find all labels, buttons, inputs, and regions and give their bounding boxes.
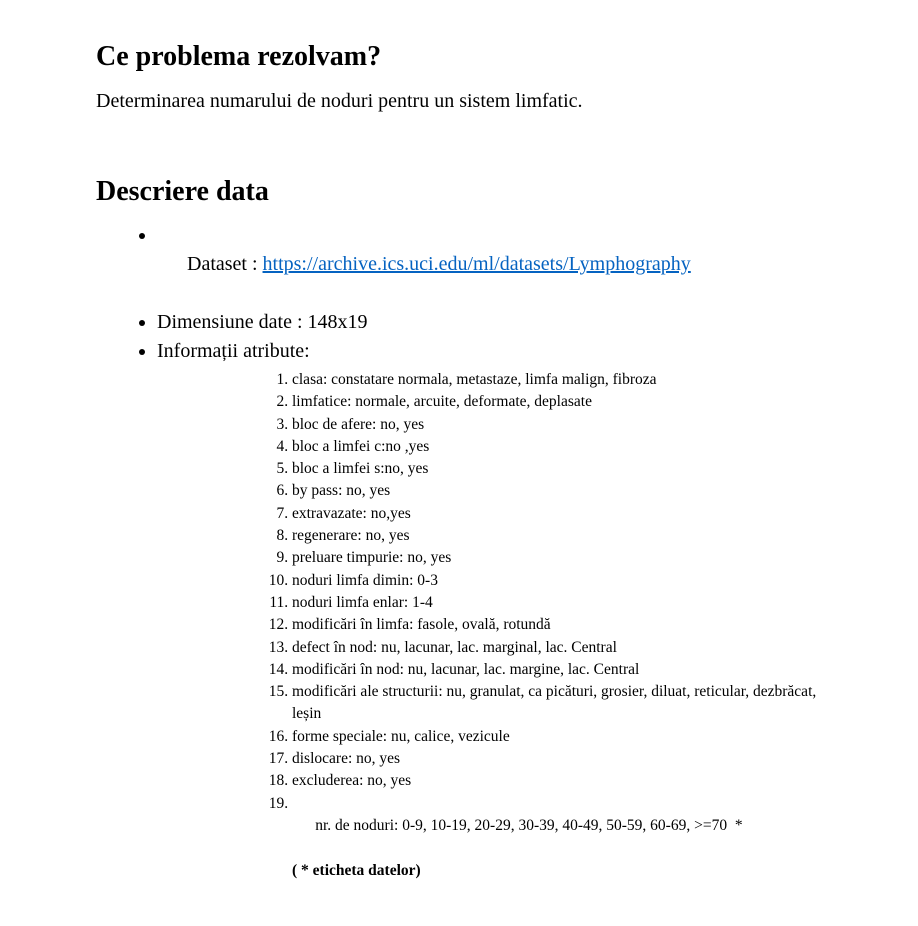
attribute-item: 15. modificări ale structurii: nu, granulat, ca picături, grosier, diluat, reticular, dezbrăcat, leșin	[292, 681, 829, 726]
page-title: Ce problema rezolvam?	[96, 41, 382, 72]
section-title: Descriere data	[96, 176, 269, 207]
attribute-item: 11. noduri limfa enlar: 1-4	[292, 592, 829, 614]
attribute-item: 2. limfatice: normale, arcuite, deformate, deplasate	[292, 391, 829, 413]
attributes-list	[96, 369, 829, 926]
attribute-item: 3. bloc de afere: no, yes	[292, 414, 829, 436]
attribute-item: 13. defect în nod: nu, lacunar, lac. marginal, lac. Central	[292, 637, 829, 659]
attribute-item: 14. modificări în nod: nu, lacunar, lac. margine, lac. Central	[292, 659, 829, 681]
dataset-bullet	[157, 221, 888, 308]
dimensions-bullet: • Dimensiune date : 148x19	[157, 308, 888, 337]
description-bullet-list	[96, 221, 888, 366]
attribute-item: 8. regenerare: no, yes	[292, 525, 829, 547]
attribute-item: 9. preluare timpurie: no, yes	[292, 547, 829, 569]
dataset-label: Dataset :	[187, 253, 263, 275]
intro-text: Determinarea numarului de noduri pentru un sistem limfatic.	[96, 90, 583, 112]
attribute-item: 1. clasa: constatare normala, metastaze, limfa malign, fibroza	[292, 369, 829, 391]
attribute-item: 7. extravazate: no,yes	[292, 503, 829, 525]
dataset-link[interactable]: https://archive.ics.uci.edu/ml/datasets/Lymphography	[262, 253, 691, 275]
attributes-heading-bullet: • Informații atribute:	[157, 337, 888, 366]
attribute-item: 5. bloc a limfei s:no, yes	[292, 458, 829, 480]
attribute-item: 10. noduri limfa dimin: 0-3	[292, 570, 829, 592]
attribute-item: 12. modificări în limfa: fasole, ovală, rotundă	[292, 614, 829, 636]
attribute-item: 4. bloc a limfei c:no ,yes	[292, 436, 829, 458]
attribute-item: 17. dislocare: no, yes	[292, 748, 829, 770]
attribute-item: 16. forme speciale: nu, calice, vezicule	[292, 726, 829, 748]
attribute-item: 6. by pass: no, yes	[292, 480, 829, 502]
attribute-item: 18. excluderea: no, yes	[292, 770, 829, 792]
attribute-item	[292, 793, 829, 926]
attribute-item-text: nr. de noduri: 0-9, 10-19, 20-29, 30-39, 40-49, 50-59, 60-69, >=70 *	[315, 816, 743, 834]
attributes-footnote: ( * eticheta datelor)	[292, 861, 421, 879]
